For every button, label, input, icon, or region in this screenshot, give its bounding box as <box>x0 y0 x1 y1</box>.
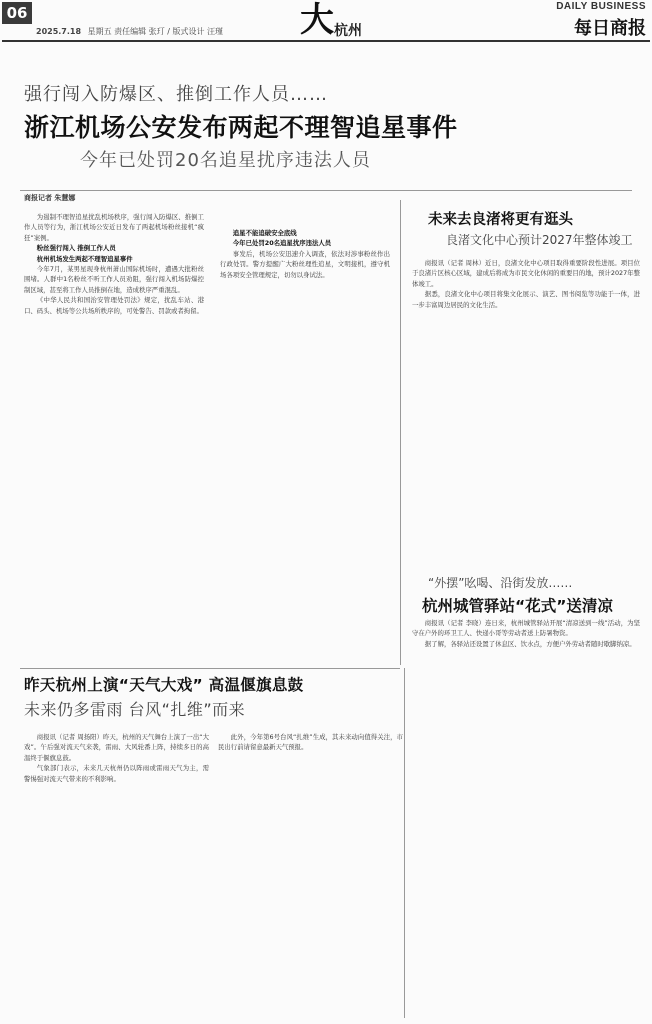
header-date: 2025.7.18 <box>36 27 82 36</box>
header-rule <box>2 40 650 42</box>
main-byline: 商报记者 朱慧娜 <box>24 194 76 202</box>
paper-name-cn: 每日商报 <box>574 18 646 39</box>
weather-divider <box>20 668 400 669</box>
section-city: 杭州 <box>334 23 362 39</box>
weather-subhead: 未来仍多雷雨 台风“扎维”而来 <box>24 700 246 719</box>
main-police: 事发后，机场公安迅速介入调查，依法对涉事粉丝作出行政处罚。警方提醒广大粉丝理性追星，文明接机，遵守机场各项安全管理规定，切勿以身试法。 <box>220 249 390 279</box>
tea-body-open: 商报讯（记者 李晓）连日来，杭州城管驿站开展“清凉送到一线”活动，为坚守在户外的环卫工人、快递小哥等劳动者送上防暑物资。 <box>412 619 640 638</box>
weather-column-1 <box>24 732 209 1017</box>
main-kicker: 强行闯入防爆区、推倒工作人员…… <box>24 84 328 105</box>
liangzhu-headline: 未来去良渚将更有逛头 <box>428 212 573 228</box>
weather-column-2 <box>218 732 403 1017</box>
liangzhu-body-open: 商报讯（记者 周林）近日，良渚文化中心项目取得重要阶段性进展。项目位于良渚片区核心区域，建成后将成为市民文化休闲的重要目的地，预计2027年整体竣工。 <box>412 259 640 288</box>
main-subtitle-2: 杭州机场发生两起不理智追星事件 <box>36 254 133 263</box>
main-column-1 <box>24 212 204 656</box>
main-divider <box>20 190 632 191</box>
weather-body-close: 此外，今年第6号台风“扎维”生成，其未来动向值得关注，市民出行前请留意最新天气预报。 <box>218 733 403 752</box>
main-headline: 浙江机场公安发布两起不理智追星事件 <box>24 113 458 142</box>
page-number: 06 <box>2 2 32 24</box>
bottom-column-divider <box>404 668 405 1018</box>
main-case-1: 今年7月，某男星现身杭州萧山国际机场时，遭遇大批粉丝围堵。人群中1名粉丝不听工作人员劝阻，强行闯入机场防爆控制区域，甚至将工作人员推倒在地，造成秩序严重混乱。 <box>24 265 204 294</box>
tea-kicker: “外摆”吆喝、沿街发放…… <box>428 576 573 590</box>
main-law: 《中华人民共和国治安管理处罚法》规定，扰乱车站、港口、码头、机场等公共场所秩序的，可处警告、罚款或者拘留。 <box>24 296 204 315</box>
main-subtitle-1: 粉丝强行闯入 推倒工作人员 <box>36 244 116 253</box>
weather-body-open: 商报讯（记者 周扬阳）昨天，杭州的天气舞台上演了一出“大戏”。午后强对流天气来袭，雷雨、大风轮番上阵，持续多日的高温终于偃旗息鼓。 <box>24 733 209 762</box>
column-divider <box>400 200 401 665</box>
header-info <box>36 26 223 37</box>
main-subtitle-3: 追星不能追破安全底线 <box>232 229 297 237</box>
paper-name-en: DAILY BUSINESS <box>556 1 646 12</box>
liangzhu-subhead: 良渚文化中心预计2027年整体竣工 <box>446 233 633 247</box>
tea-headline: 杭州城管驿站“花式”送清凉 <box>422 597 613 615</box>
main-subhead: 今年已处罚20名追星扰序违法人员 <box>80 150 371 171</box>
weather-body-mid: 气象部门表示，未来几天杭州仍以阵雨或雷雨天气为主，需警惕强对流天气带来的不利影响。 <box>24 764 209 783</box>
main-lead: 为遏制不理智追星扰乱机场秩序，强行闯入防爆区、推倒工作人员等行为，浙江机场公安近日发布了两起机场粉丝接机“疯狂”案例。 <box>24 213 204 242</box>
tea-body-close: 据了解，各驿站还设置了休息区、饮水点，方便户外劳动者随时歇脚纳凉。 <box>424 639 636 648</box>
header-weekday: 星期五 <box>87 27 112 36</box>
header-editor: 责任编辑 张玎 / 版式设计 汪瑾 <box>114 27 224 36</box>
tea-body <box>412 618 640 1018</box>
liangzhu-body-close: 据悉，良渚文化中心项目将集文化展示、演艺、图书阅览等功能于一体，进一步丰富周边居民的文化生活。 <box>412 290 640 309</box>
main-column-2 <box>220 228 390 656</box>
section-big-char: 大 <box>300 0 334 40</box>
main-subtitle-4: 今年已处罚20名追星扰序违法人员 <box>232 239 332 248</box>
weather-headline: 昨天杭州上演“天气大戏” 高温偃旗息鼓 <box>24 676 304 694</box>
liangzhu-body <box>412 258 640 568</box>
